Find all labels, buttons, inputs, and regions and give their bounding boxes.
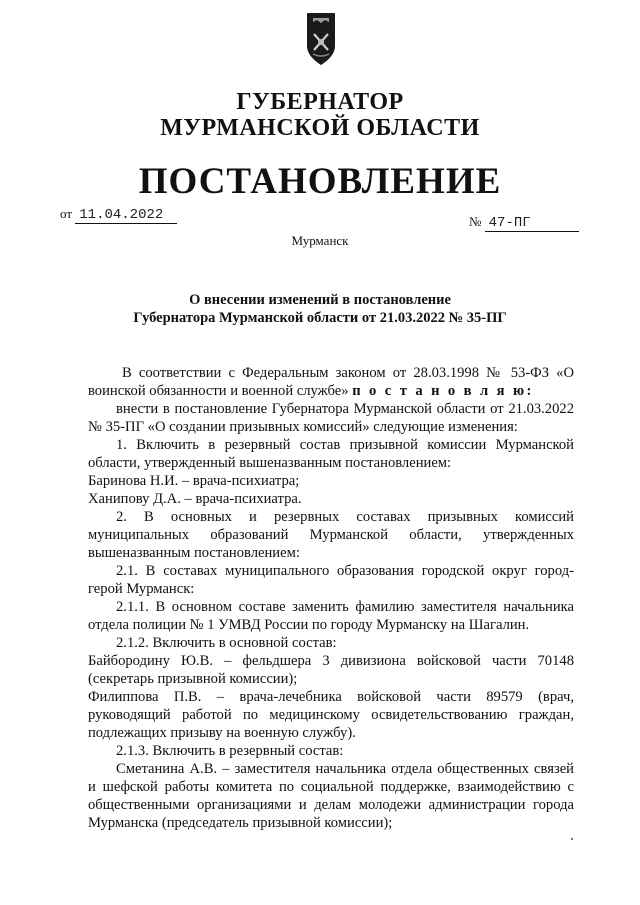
- paragraph-person-2: Ханипову Д.А. – врача-психиатра.: [88, 491, 302, 507]
- paragraph-item-1: 1. Включить в резервный состав призывной комиссии Мурманской области, утвержденный вышеназванным постановлением:: [88, 437, 574, 471]
- paragraph-item-2-1-1: 2.1.1. В основном составе заменить фамилию заместителя начальника отдела полиции № 1 УМВД России по городу Мурманску на Шагалин.: [88, 599, 574, 633]
- date-value: 11.04.2022: [75, 207, 177, 224]
- decree-subject: [0, 291, 640, 327]
- paragraph-person-5: Сметанина А.В. – заместителя начальника отдела общественных связей и шефской работы комитета по социальной поддержке, взаимодействию с общественными организациями и делам молодежи администрации города Мурманска (председатель призывной комиссии);: [88, 761, 574, 831]
- number-value: 47-ПГ: [485, 215, 579, 232]
- preamble-paragraph: [88, 364, 574, 400]
- document-body: [88, 364, 574, 832]
- subject-line-1: О внесении изменений в постановление: [189, 292, 451, 308]
- scan-speck: [571, 838, 573, 840]
- paragraph-person-1: Баринова Н.И. – врача-психиатра;: [88, 473, 300, 489]
- paragraph-item-2: 2. В основных и резервных составах призывных комиссий муниципальных образований Мурманской области, утвержденных вышеназванным постановлением:: [88, 509, 574, 561]
- governor-title: ГУБЕРНАТОР: [236, 89, 404, 115]
- number-line: [469, 214, 579, 232]
- paragraph-person-4: Филиппова П.В. – врача-лечебника войсковой части 89579 (врач, руководящий работой по медицинскому освидетельствованию граждан, подлежащих призыву на военную службу).: [88, 689, 574, 741]
- date-line: [60, 206, 177, 224]
- document-type-title: ПОСТАНОВЛЕНИЕ: [138, 161, 502, 202]
- paragraph-item-2-1: 2.1. В составах муниципального образования городской округ город-герой Мурманск:: [88, 563, 574, 597]
- paragraph-person-3: Байбородину Ю.В. – фельдшера 3 дивизиона войсковой части 70148 (секретарь призывной комиссии);: [88, 653, 574, 687]
- region-title: МУРМАНСКОЙ ОБЛАСТИ: [160, 115, 480, 141]
- paragraph-item-2-1-3: 2.1.3. Включить в резервный состав:: [116, 743, 344, 759]
- preamble-text: В соответствии с Федеральным законом от 28.03.1998 № 53-ФЗ «О воинской обязанности и военной службе»: [88, 365, 574, 399]
- city-name: Мурманск: [291, 233, 349, 248]
- subject-line-2: Губернатора Мурманской области от 21.03.2022 № 35-ПГ: [133, 310, 507, 326]
- paragraph-item-2-1-2: 2.1.2. Включить в основной состав:: [116, 635, 337, 651]
- date-prefix: от: [60, 206, 73, 221]
- paragraph-intro: внести в постановление Губернатора Мурманской области от 21.03.2022 № 35-ПГ «О создании призывных комиссий» следующие изменения:: [88, 401, 574, 435]
- coat-of-arms-icon: [301, 12, 341, 66]
- decree-keyword: п о с т а н о в л я ю:: [352, 383, 534, 399]
- number-prefix: №: [469, 214, 482, 229]
